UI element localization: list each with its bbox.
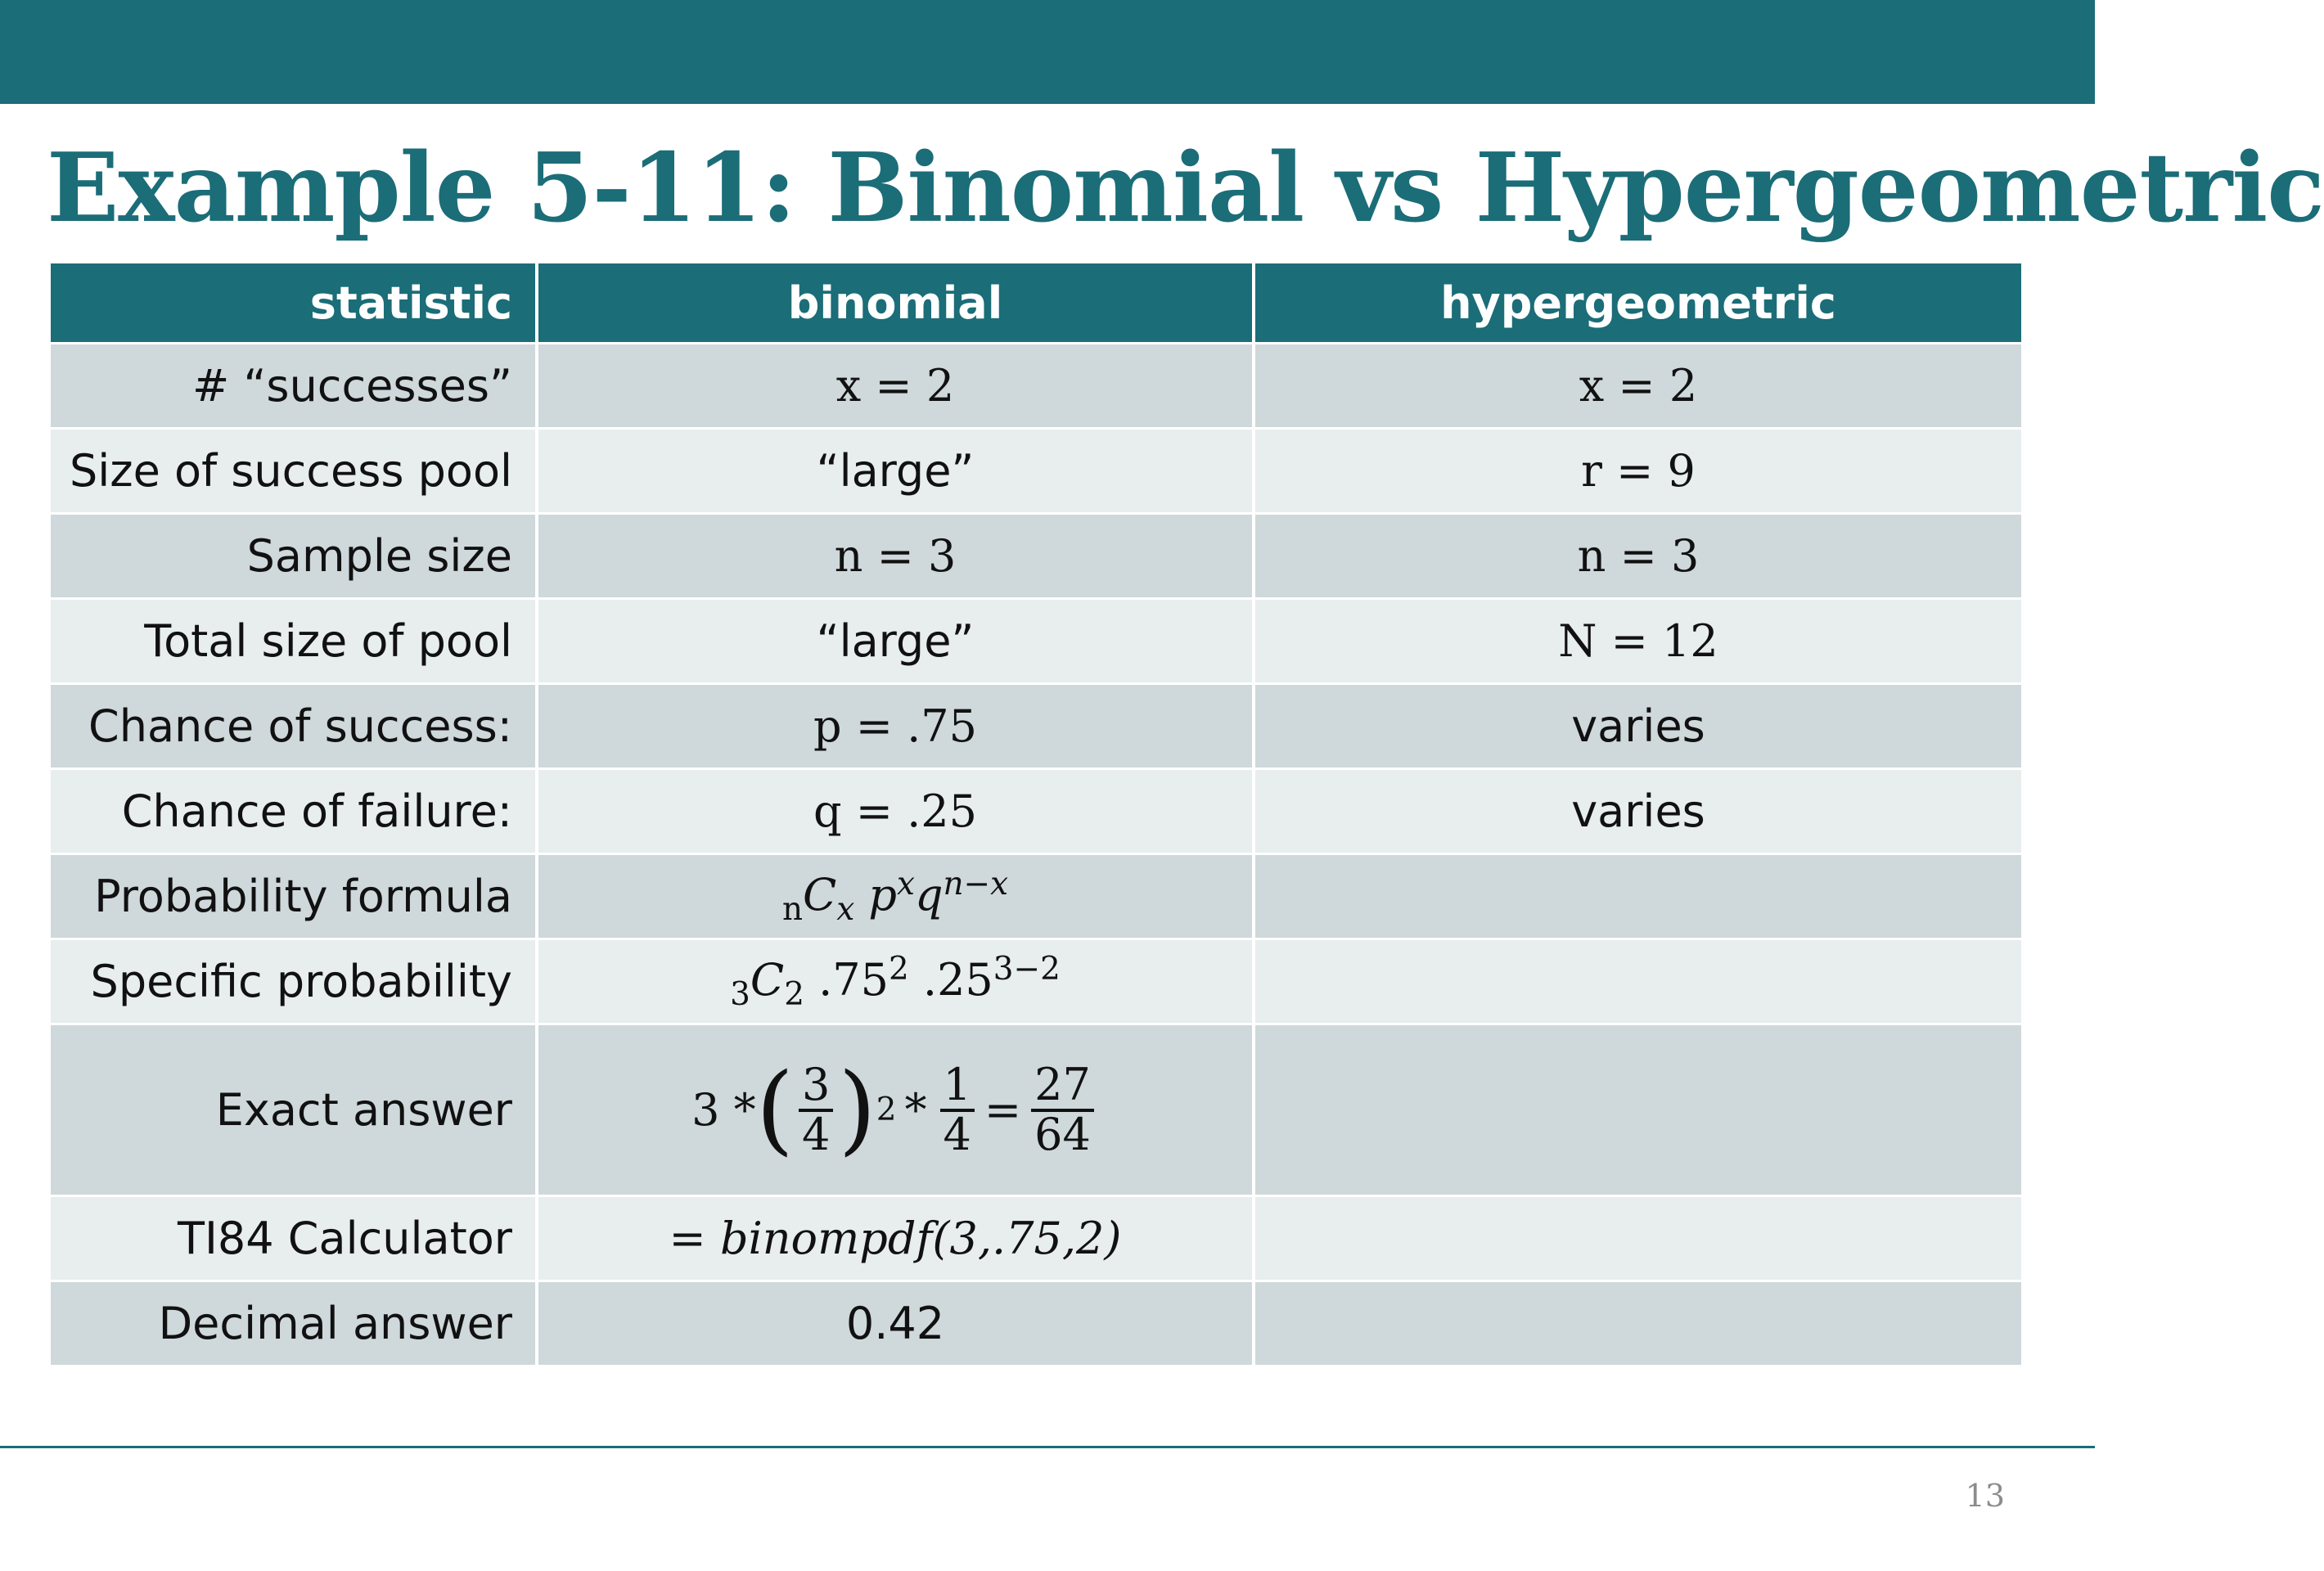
fraction-denominator: 64 [1034,1108,1091,1160]
formula-exp-nx: n−x [943,865,1009,903]
hypergeometric-cell: x = 2 [1255,344,2021,427]
row-label: Specific probability [51,940,535,1023]
formula-q: q [914,868,944,921]
binomial-cell: “large” [538,600,1252,682]
hypergeometric-cell: varies [1255,685,2021,767]
exact-lead: 3 * [691,1084,756,1136]
specific-a-exp: 2 [889,950,909,988]
hypergeometric-cell: n = 3 [1255,515,2021,597]
binomial-calculator-cell: = binompdf(3,.75,2) [538,1197,1252,1280]
hypergeometric-cell [1255,1025,2021,1195]
footer-divider [0,1446,2095,1448]
fraction-result [1031,1058,1094,1160]
specific-b: .25 [922,953,993,1006]
row-label: Total size of pool [51,600,535,682]
right-paren: ) [838,1053,876,1167]
fraction-one-quarter [940,1058,975,1160]
formula-x: x [836,890,855,928]
fraction-numerator: 3 [799,1062,833,1112]
formula-exp-x: x [897,865,915,903]
times-sign: * [904,1084,927,1136]
hypergeometric-cell: r = 9 [1255,430,2021,512]
specific-a: .75 [818,953,889,1006]
fraction-three-quarters [799,1058,833,1160]
row-label: Sample size [51,515,535,597]
header-statistic: statistic [51,263,535,342]
hypergeometric-cell: varies [1255,770,2021,853]
formula-p: p [868,868,897,921]
row-label: Size of success pool [51,430,535,512]
row-label: Decimal answer [51,1282,535,1365]
binomial-cell: q = .25 [538,770,1252,853]
equals-sign: = [984,1084,1022,1136]
header-binomial: binomial [538,263,1252,342]
hypergeometric-cell [1255,855,2021,938]
fraction-denominator: 4 [802,1108,831,1160]
binomial-cell: “large” [538,430,1252,512]
slide-title: Example 5-11: Binomial vs Hypergeometric [47,133,2324,244]
row-label: Chance of failure: [51,770,535,853]
specific-c: C [750,953,785,1006]
formula-n: n [781,890,803,928]
fraction-denominator: 4 [943,1108,971,1160]
binomial-specific-cell [538,940,1252,1023]
fraction-numerator: 1 [940,1062,975,1112]
formula-c: C [802,868,837,921]
specific-n: 3 [730,975,750,1013]
comparison-table [51,263,2021,1370]
exact-power: 2 [876,1092,897,1128]
hypergeometric-cell [1255,940,2021,1023]
row-label: Exact answer [51,1025,535,1195]
specific-b-exp: 3−2 [993,950,1061,988]
binomial-cell: x = 2 [538,344,1252,427]
fraction-numerator: 27 [1031,1062,1094,1112]
specific-k: 2 [784,975,804,1013]
binomial-cell: p = .75 [538,685,1252,767]
top-banner [0,0,2095,104]
hypergeometric-cell [1255,1197,2021,1280]
hypergeometric-cell: N = 12 [1255,600,2021,682]
page-number: 13 [1965,1478,2005,1514]
binomial-exact-cell [538,1025,1252,1195]
binomial-cell: n = 3 [538,515,1252,597]
row-label: Probability formula [51,855,535,938]
binomial-decimal-cell: 0.42 [538,1282,1252,1365]
hypergeometric-cell [1255,1282,2021,1365]
row-label: Chance of success: [51,685,535,767]
row-label: # “successes” [51,344,535,427]
row-label: TI84 Calculator [51,1197,535,1280]
header-hypergeometric: hypergeometric [1255,263,2021,342]
binomial-formula-cell [538,855,1252,938]
left-paren: ( [755,1053,795,1167]
